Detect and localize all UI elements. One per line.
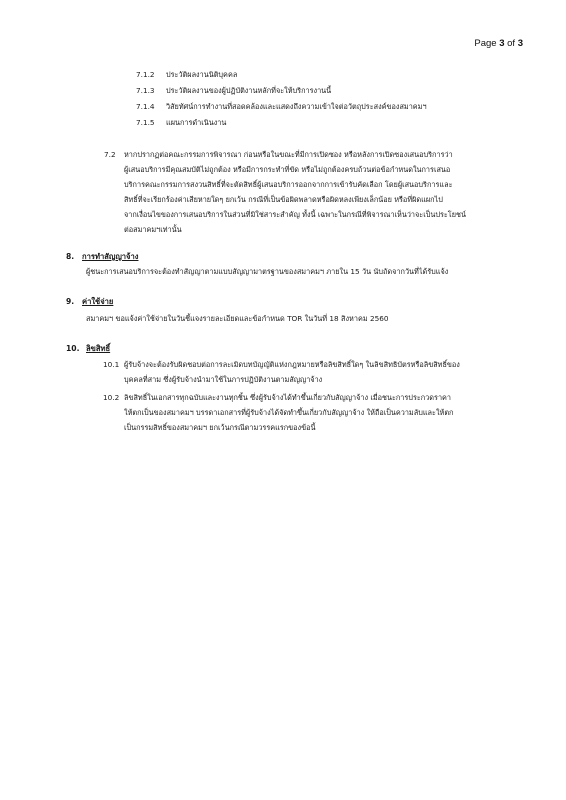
subitem-number: 7.1.4 — [136, 102, 155, 111]
page-current: 3 — [499, 38, 505, 49]
section-number: 8. — [66, 252, 75, 261]
subitem-number: 7.1.3 — [136, 86, 155, 95]
section-number: 9. — [66, 297, 75, 306]
clause-line: หากปรากฏต่อคณะกรรมการพิจารณา ก่อนหรือในขณะที่มีการเปิดซอง หรือหลังการเปิดซองเสนอบริการว่า — [124, 150, 453, 159]
clause-line: ลิขสิทธิ์ในเอกสารทุกฉบับและงานทุกชิ้น ซึ่งผู้รับจ้างได้ทำขึ้นเกี่ยวกับสัญญาจ้าง เมื่อชนะการประกวดราคา — [124, 393, 452, 402]
section-heading — [66, 297, 113, 307]
clause-line: บุคคลที่สาม ซึ่งผู้รับจ้างนำมาใช้ในการปฏิบัติงานตามสัญญาจ้าง — [124, 375, 323, 384]
clause-line: ผู้รับจ้างจะต้องรับผิดชอบต่อการละเมิดบทบัญญัติแห่งกฎหมายหรือลิขสิทธิ์ใดๆ ในลิขสิทธิบัตรหรือลิขสิทธิ์ของ — [124, 360, 460, 369]
page-number — [474, 38, 523, 49]
clause-number: 10.1 — [103, 360, 120, 369]
subitem-text: ประวัติผลงานของผู้ปฏิบัติงานหลักที่จะให้บริการงานนี้ — [166, 86, 332, 95]
section-text: สมาคมฯ ขอแจ้งค่าใช้จ่ายในวันชี้แจงรายละเอียดและข้อกำหนด TOR ในวันที่ 18 สิงหาคม 2560 — [86, 314, 389, 323]
clause-line: จากเงื่อนไขของการเสนอบริการในส่วนที่มิใช่สาระสำคัญ ทั้งนี้ เฉพาะในกรณีที่พิจารณาเห็นว่าจะเป็นประโยชน์ — [124, 210, 466, 219]
subitem-text: ประวัติผลงานนิติบุคคล — [166, 70, 238, 79]
subitem-text: วิสัยทัศน์การทำงานที่สอดคล้องและแสดงถึงความเข้าใจต่อวัตถุประสงค์ของสมาคมฯ — [166, 102, 427, 111]
section-title: การทำสัญญาจ้าง — [82, 252, 139, 261]
section-title: ค่าใช้จ่าย — [82, 297, 114, 306]
clause-line: เป็นกรรมสิทธิ์ของสมาคมฯ ยกเว้นกรณีตามวรรคแรกของข้อนี้ — [124, 423, 316, 432]
clause-line: สิทธิ์ที่จะเรียกร้องค่าเสียหายใดๆ ยกเว้น กรณีที่เป็นข้อผิดพลาดหรือผิดหลงเพียงเล็กน้อย หรือที่ผิดแผกไป — [124, 195, 443, 204]
section-text: ผู้ชนะการเสนอบริการจะต้องทำสัญญาตามแบบสัญญามาตรฐานของสมาคมฯ ภายใน 15 วัน นับถัดจากวันที่ได้รับแจ้ง — [86, 267, 449, 276]
section-title: ลิขสิทธิ์ — [86, 344, 111, 353]
subitem-number: 7.1.2 — [136, 70, 155, 79]
subitem-number: 7.1.5 — [136, 118, 155, 127]
page-of: of — [507, 38, 516, 49]
clause-line: ต่อสมาคมฯเท่านั้น — [124, 225, 182, 234]
clause-number: 7.2 — [104, 150, 116, 159]
section-heading — [66, 252, 138, 262]
page-label: Page — [474, 38, 497, 49]
section-heading — [66, 344, 110, 354]
clause-line: บริการคณะกรรมการสงวนสิทธิ์ที่จะตัดสิทธิ์ผู้เสนอบริการออกจากการเข้ารับคัดเลือก โดยผู้เสนอบริการและ — [124, 180, 453, 189]
clause-line: ให้ตกเป็นของสมาคมฯ บรรดาเอกสารที่ผู้รับจ้างได้จัดทำขึ้นเกี่ยวกับสัญญาจ้าง ให้ถือเป็นความลับและให้ตก — [124, 408, 454, 417]
page-total: 3 — [517, 38, 523, 49]
subitem-text: แผนการดำเนินงาน — [166, 118, 227, 127]
clause-line: ผู้เสนอบริการมีคุณสมบัติไม่ถูกต้อง หรือมีการกระทำที่ขัด หรือไม่ถูกต้องครบถ้วนต่อข้อกำหนดในการเสนอ — [124, 165, 451, 174]
clause-number: 10.2 — [103, 393, 120, 402]
section-number: 10. — [66, 344, 80, 353]
